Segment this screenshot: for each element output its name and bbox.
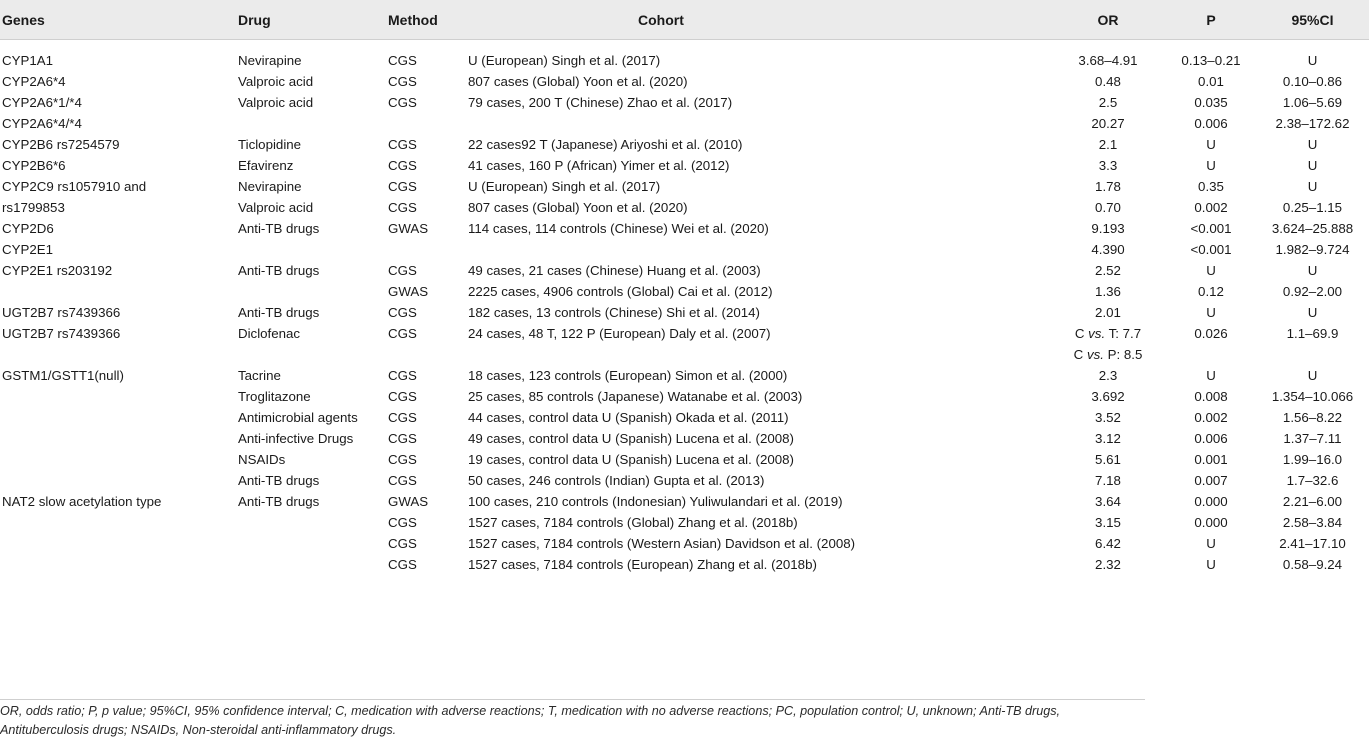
- table-row: [0, 470, 1369, 491]
- cell-method: CGS: [388, 389, 417, 404]
- cell-p: 0.026: [1194, 326, 1228, 341]
- cell-p: 0.001: [1194, 452, 1228, 467]
- cell-or: 2.3: [1098, 368, 1118, 383]
- cell-ci: 0.10–0.86: [1282, 74, 1343, 89]
- table-header: [0, 0, 1369, 40]
- cell-ci: 1.06–5.69: [1282, 95, 1343, 110]
- table-row: [0, 449, 1369, 470]
- cell-drug: [234, 512, 384, 533]
- cell-or: 3.64: [1095, 494, 1121, 509]
- cell-or: 0.48: [1095, 74, 1121, 89]
- header-row: [0, 0, 1369, 40]
- cell-cohort: 41 cases, 160 P (African) Yimer et al. (2012): [468, 158, 730, 173]
- cell-or: 1.36: [1095, 284, 1121, 299]
- cell-p: <0.001: [1190, 221, 1232, 236]
- header-method: Method: [384, 0, 464, 40]
- cell-p: 0.007: [1194, 473, 1228, 488]
- table-row: [0, 134, 1369, 155]
- cell-ci: 1.99–16.0: [1282, 452, 1343, 467]
- header-drug: Drug: [234, 0, 384, 40]
- cell-method: CGS: [388, 473, 417, 488]
- cell-drug: Tacrine: [238, 368, 281, 383]
- cell-genes: [0, 407, 234, 428]
- cell-cohort: 1527 cases, 7184 controls (European) Zhang et al. (2018b): [468, 557, 817, 572]
- cell-or: 1.78: [1095, 179, 1121, 194]
- cell-cohort: 49 cases, control data U (Spanish) Lucena et al. (2008): [468, 431, 794, 446]
- table-row: [0, 281, 1369, 302]
- cell-method: CGS: [388, 326, 417, 341]
- cell-drug: Antimicrobial agents: [238, 410, 358, 425]
- cell-or: 2.1: [1098, 137, 1118, 152]
- cell-ci: 1.56–8.22: [1282, 410, 1343, 425]
- cell-drug: NSAIDs: [238, 452, 286, 467]
- cell-drug: Anti-TB drugs: [238, 305, 320, 320]
- cell-method: CGS: [388, 368, 417, 383]
- cell-genes: [0, 554, 234, 575]
- table-row: [0, 323, 1369, 365]
- cell-or: 3.68–4.91: [1078, 53, 1138, 68]
- cell-p: U: [1206, 536, 1216, 551]
- cell-p: 0.006: [1194, 431, 1228, 446]
- cell-cohort: 2225 cases, 4906 controls (Global) Cai et al. (2012): [468, 284, 773, 299]
- cell-genes: [0, 428, 234, 449]
- cell-method: GWAS: [388, 494, 429, 509]
- cell-ci: U: [1307, 137, 1318, 152]
- cell-drug: Efavirenz: [238, 158, 294, 173]
- cell-drug: [234, 113, 384, 134]
- cell-ci: U: [1307, 263, 1318, 278]
- cell-method: CGS: [388, 263, 417, 278]
- cell-drug: Ticlopidine: [238, 137, 302, 152]
- cell-ci: 1.1–69.9: [1286, 326, 1339, 341]
- cell-genes: rs1799853: [2, 200, 65, 215]
- cell-method: CGS: [388, 452, 417, 467]
- cell-method: CGS: [388, 53, 417, 68]
- cell-or: 2.01: [1095, 305, 1121, 320]
- cell-p: 0.000: [1194, 494, 1228, 509]
- cell-cohort: 100 cases, 210 controls (Indonesian) Yuliwulandari et al. (2019): [468, 494, 843, 509]
- cell-or: 3.52: [1095, 410, 1121, 425]
- cell-method: CGS: [388, 515, 417, 530]
- header-genes: Genes: [0, 0, 234, 40]
- table-row: [0, 71, 1369, 92]
- header-ci: 95%CI: [1256, 0, 1369, 40]
- cell-genes: UGT2B7 rs7439366: [2, 326, 121, 341]
- header-or: OR: [1050, 0, 1166, 40]
- cell-or: 9.193: [1091, 221, 1125, 236]
- cell-genes: NAT2 slow acetylation type: [2, 494, 162, 509]
- cell-cohort: U (European) Singh et al. (2017): [468, 179, 661, 194]
- cell-cohort: 44 cases, control data U (Spanish) Okada et al. (2011): [468, 410, 789, 425]
- cell-ci: 0.25–1.15: [1282, 200, 1343, 215]
- table-footnote: OR, odds ratio; P, p value; 95%CI, 95% confidence interval; C, medication with adverse reactions; T, medication with no adverse reactions; PC, population control; U, unknown; Anti-TB drugs, Antituberculosis drugs; NSAIDs, Non-steroidal anti-inflammatory drugs.: [0, 704, 1061, 737]
- table-row: [0, 155, 1369, 176]
- cell-cohort: 19 cases, control data U (Spanish) Lucena et al. (2008): [468, 452, 794, 467]
- cell-p: 0.002: [1194, 200, 1228, 215]
- cell-drug: Valproic acid: [238, 95, 314, 110]
- table-row: [0, 176, 1369, 197]
- cell-genes: CYP1A1: [2, 53, 53, 68]
- cell-cohort: U (European) Singh et al. (2017): [468, 53, 661, 68]
- table-row: [0, 386, 1369, 407]
- cell-drug: Anti-infective Drugs: [238, 431, 354, 446]
- cell-method: CGS: [388, 158, 417, 173]
- cell-ci: 0.92–2.00: [1282, 284, 1343, 299]
- cell-or: 2.32: [1095, 557, 1121, 572]
- cell-p: <0.001: [1190, 242, 1232, 257]
- cell-or: 3.3: [1098, 158, 1118, 173]
- cell-p: 0.35: [1198, 179, 1224, 194]
- cell-p: 0.01: [1198, 74, 1224, 89]
- cell-cohort: 49 cases, 21 cases (Chinese) Huang et al. (2003): [468, 263, 761, 278]
- cell-method: CGS: [388, 95, 417, 110]
- cell-genes: [0, 470, 234, 491]
- cell-drug: [234, 281, 384, 302]
- cell-ci: 0.58–9.24: [1282, 557, 1343, 572]
- cell-p: U: [1206, 263, 1216, 278]
- cell-method: CGS: [388, 536, 417, 551]
- cell-or: C vs. T: 7.7 C vs. P: 8.5: [1073, 326, 1143, 362]
- cell-or: 6.42: [1095, 536, 1121, 551]
- table-row: [0, 554, 1369, 575]
- cell-ci: U: [1307, 158, 1318, 173]
- cell-ci: 1.982–9.724: [1275, 242, 1350, 257]
- cell-p: U: [1206, 557, 1216, 572]
- cell-cohort: 807 cases (Global) Yoon et al. (2020): [468, 74, 688, 89]
- cell-p: 0.000: [1194, 515, 1228, 530]
- cell-ci: 2.38–172.62: [1275, 116, 1350, 131]
- cell-method: [384, 113, 464, 134]
- cell-method: CGS: [388, 74, 417, 89]
- cell-p: U: [1206, 137, 1216, 152]
- cell-ci: U: [1307, 305, 1318, 320]
- cell-p: U: [1206, 158, 1216, 173]
- table-row: [0, 197, 1369, 218]
- cell-genes: CYP2B6 rs7254579: [2, 137, 120, 152]
- cell-drug: Nevirapine: [238, 53, 302, 68]
- cell-or: 3.12: [1095, 431, 1121, 446]
- cell-method: CGS: [388, 410, 417, 425]
- cell-genes: CYP2E1 rs203192: [2, 263, 113, 278]
- cell-genes: [0, 512, 234, 533]
- cell-drug: [234, 533, 384, 554]
- table-row: [0, 491, 1369, 512]
- cell-drug: Valproic acid: [238, 200, 314, 215]
- table-row: [0, 302, 1369, 323]
- cell-or: 4.390: [1091, 242, 1125, 257]
- cell-drug: Diclofenac: [238, 326, 301, 341]
- cell-drug: [234, 239, 384, 260]
- cell-ci: 2.58–3.84: [1282, 515, 1343, 530]
- cell-p: U: [1206, 305, 1216, 320]
- cell-or: 20.27: [1091, 116, 1125, 131]
- cell-method: GWAS: [388, 284, 429, 299]
- cell-p: 0.006: [1194, 116, 1228, 131]
- cell-genes: GSTM1/GSTT1(null): [2, 368, 124, 383]
- cell-or: 3.692: [1091, 389, 1125, 404]
- cell-genes: CYP2A6*1/*4: [2, 95, 82, 110]
- cell-ci: 1.7–32.6: [1286, 473, 1339, 488]
- cell-p: 0.13–0.21: [1181, 53, 1241, 68]
- cell-or: 7.18: [1095, 473, 1121, 488]
- table-row: [0, 92, 1369, 113]
- cell-genes: UGT2B7 rs7439366: [2, 305, 121, 320]
- cell-cohort: 807 cases (Global) Yoon et al. (2020): [468, 200, 688, 215]
- table-row: [0, 365, 1369, 386]
- header-p: P: [1166, 0, 1256, 40]
- cell-drug: Valproic acid: [238, 74, 314, 89]
- cell-cohort: 22 cases92 T (Japanese) Ariyoshi et al. (2010): [468, 137, 743, 152]
- cell-cohort: 79 cases, 200 T (Chinese) Zhao et al. (2017): [468, 95, 733, 110]
- table-body: [0, 40, 1369, 576]
- cell-drug: Anti-TB drugs: [238, 263, 320, 278]
- cell-or: 0.70: [1095, 200, 1121, 215]
- cell-drug: Anti-TB drugs: [238, 494, 320, 509]
- cell-method: CGS: [388, 200, 417, 215]
- cell-ci: 2.41–17.10: [1279, 536, 1346, 551]
- cell-ci: 3.624–25.888: [1271, 221, 1354, 236]
- cell-cohort: 114 cases, 114 controls (Chinese) Wei et al. (2020): [468, 221, 769, 236]
- cell-genes: CYP2A6*4/*4: [2, 116, 82, 131]
- cell-p: 0.008: [1194, 389, 1228, 404]
- cell-ci: 1.354–10.066: [1271, 389, 1354, 404]
- cell-p: 0.035: [1194, 95, 1228, 110]
- table-row: [0, 407, 1369, 428]
- cell-genes: [0, 386, 234, 407]
- table-row: [0, 533, 1369, 554]
- cell-method: GWAS: [388, 221, 429, 236]
- cell-cohort: 1527 cases, 7184 controls (Western Asian) Davidson et al. (2008): [468, 536, 856, 551]
- cell-drug: Troglitazone: [238, 389, 311, 404]
- cell-cohort: 24 cases, 48 T, 122 P (European) Daly et al. (2007): [468, 326, 771, 341]
- cell-or: 2.5: [1098, 95, 1118, 110]
- cell-or: 2.52: [1095, 263, 1121, 278]
- cell-method: CGS: [388, 305, 417, 320]
- table-row: [0, 512, 1369, 533]
- cell-genes: CYP2C9 rs1057910 and: [2, 179, 147, 194]
- cell-genes: [0, 449, 234, 470]
- cell-method: CGS: [388, 431, 417, 446]
- cell-ci: U: [1307, 179, 1318, 194]
- cell-cohort: 50 cases, 246 controls (Indian) Gupta et al. (2013): [468, 473, 765, 488]
- cell-genes: [0, 281, 234, 302]
- cell-genes: [0, 533, 234, 554]
- cell-ci: 1.37–7.11: [1283, 431, 1342, 446]
- cell-p: U: [1206, 368, 1216, 383]
- cell-genes: CYP2B6*6: [2, 158, 66, 173]
- cell-cohort: 1527 cases, 7184 controls (Global) Zhang et al. (2018b): [468, 515, 798, 530]
- cell-genes: CYP2E1: [2, 242, 53, 257]
- table-row: [0, 260, 1369, 281]
- cell-method: CGS: [388, 137, 417, 152]
- header-cohort: Cohort: [464, 0, 1050, 40]
- cell-method: CGS: [388, 557, 417, 572]
- cell-cohort: [464, 113, 1050, 134]
- cell-drug: [234, 554, 384, 575]
- cell-cohort: 18 cases, 123 controls (European) Simon et al. (2000): [468, 368, 788, 383]
- cell-method: CGS: [388, 179, 417, 194]
- cell-p: 0.002: [1194, 410, 1228, 425]
- cell-ci: U: [1307, 53, 1318, 68]
- table-row: [0, 428, 1369, 449]
- cell-ci: U: [1307, 368, 1318, 383]
- cell-or: 5.61: [1095, 452, 1121, 467]
- cell-genes: CYP2D6: [2, 221, 54, 236]
- cell-or: 3.15: [1095, 515, 1121, 530]
- cell-p: 0.12: [1198, 284, 1224, 299]
- cell-cohort: [464, 239, 1050, 260]
- bottom-rule: [0, 699, 1145, 700]
- table-row: [0, 218, 1369, 239]
- cell-genes: CYP2A6*4: [2, 74, 66, 89]
- cell-method: [384, 239, 464, 260]
- cell-drug: Anti-TB drugs: [238, 473, 320, 488]
- table-row: [0, 113, 1369, 134]
- cell-ci: 2.21–6.00: [1282, 494, 1343, 509]
- cell-drug: Nevirapine: [238, 179, 302, 194]
- table-row: [0, 239, 1369, 260]
- table-row: [0, 40, 1369, 72]
- cell-drug: Anti-TB drugs: [238, 221, 320, 236]
- cell-cohort: 182 cases, 13 controls (Chinese) Shi et al. (2014): [468, 305, 760, 320]
- cell-cohort: 25 cases, 85 controls (Japanese) Watanabe et al. (2003): [468, 389, 803, 404]
